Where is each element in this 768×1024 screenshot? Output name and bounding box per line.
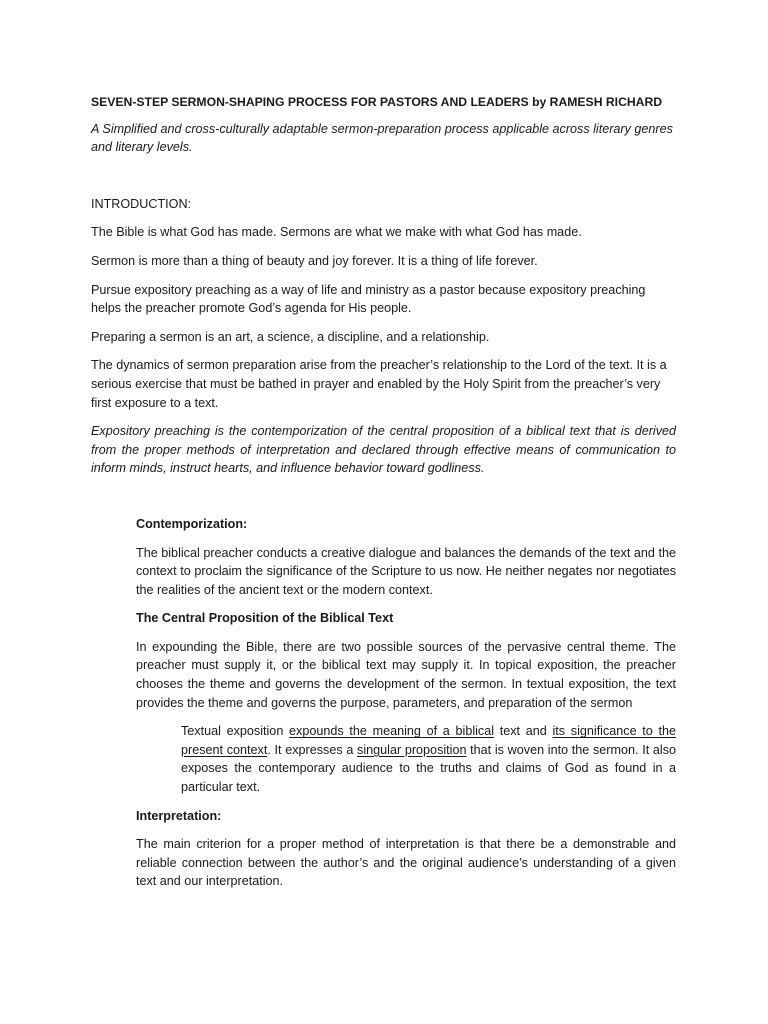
expository-preaching-definition: Expository preaching is the contemporization of the central proposition of a biblical text that is derived from the proper methods of interpretation and declared through effective means of communication to inform minds, instruct hearts, and influence behavior toward godliness. (91, 424, 676, 476)
quote-text: text and (494, 724, 553, 739)
central-proposition-body: In expounding the Bible, there are two possible sources of the pervasive central theme. The preacher must supply it, or the biblical text may supply it. In topical exposition, the preacher chooses the theme and governs the development of the sermon. In textual exposition, the text provides the theme and governs the purpose, parameters, and preparation of the sermon (136, 639, 676, 710)
contemporization-section (136, 515, 676, 712)
intro-paragraph: Pursue expository preaching as a way of life and ministry as a pastor because expository preaching helps the preacher promote God’s agenda for His people. (91, 282, 646, 316)
document-subtitle: A Simplified and cross-culturally adaptable sermon-preparation process applicable across literary genres and literary levels. (91, 121, 673, 155)
quote-text: Textual exposition (181, 724, 290, 739)
interpretation-body: The main criterion for a proper method of interpretation is that there be a demonstrable and reliable connection between the author’s and the original audience’s understanding of a given text and our interpretation. (136, 837, 676, 889)
intro-paragraph: Sermon is more than a thing of beauty and joy forever. It is a thing of life forever. (91, 253, 538, 268)
intro-paragraph: The dynamics of sermon preparation arise from the preacher’s relationship to the Lord of the text. It is a serious exercise that must be bathed in prayer and enabled by the Holy Spirit from the preacher’s very first exposure to a text. (91, 358, 667, 410)
quote-underline: expounds the meaning of a biblical (289, 724, 495, 739)
intro-paragraph: Preparing a sermon is an art, a science, a discipline, and a relationship. (91, 329, 490, 344)
contemporization-body: The biblical preacher conducts a creative dialogue and balances the demands of the text and the context to proclaim the significance of the Scripture to us now. He neither negates nor negotiates the realities of the ancient text or the modern context. (136, 545, 676, 597)
document-title: SEVEN-STEP SERMON-SHAPING PROCESS FOR PASTORS AND LEADERS by RAMESH RICHARD (91, 95, 663, 109)
textual-exposition-quote (181, 722, 676, 796)
quote-text: that is woven into the sermon. It also exposes the contemporary audience to the truths and claims of God as found in a particular text. (181, 742, 677, 795)
intro-paragraph: The Bible is what God has made. Sermons are what we make with what God has made. (91, 225, 582, 240)
contemporization-heading: Contemporization: (136, 516, 248, 531)
interpretation-section (136, 807, 676, 891)
introduction-heading: INTRODUCTION: (91, 196, 192, 211)
central-proposition-heading: The Central Proposition of the Biblical Text (136, 611, 394, 626)
quote-underline: singular proposition (357, 742, 467, 757)
interpretation-heading: Interpretation: (136, 808, 222, 823)
quote-underline: its significance to the present context (181, 724, 677, 757)
quote-text: . It expresses a (267, 742, 358, 757)
